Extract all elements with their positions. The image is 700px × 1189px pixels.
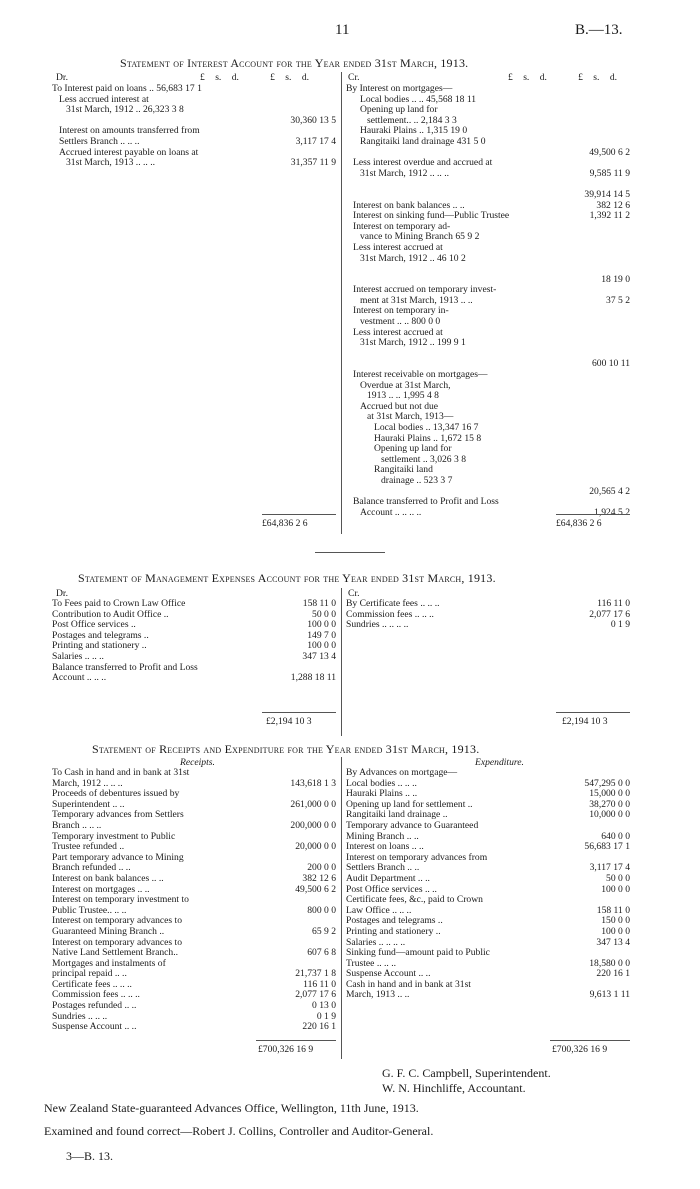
ledger-row-text: Salaries .. .. ..: [52, 650, 104, 662]
ledger-row-text: Trustee .. .. ..: [346, 957, 397, 969]
ledger-row-text: To Interest paid on loans .. 56,683 17 1: [52, 83, 202, 94]
ledger-row-text: Less interest accrued at: [353, 241, 443, 253]
ledger-row-text: Guaranteed Mining Branch ..: [52, 925, 165, 937]
interest-dr-heading: Dr.: [56, 72, 68, 83]
ledger-row-text: Opening up land for settlement ..: [346, 798, 473, 810]
ledger-row: [346, 874, 630, 885]
management-title: Statement of Management Expenses Account for the Year ended 31st March, 1913.: [78, 571, 496, 585]
interest-cr-heading: Cr.: [348, 72, 360, 83]
ledger-row-text: Hauraki Plains .. 1,672 15 8: [374, 432, 482, 444]
ledger-row-text: Commission fees .. .. ..: [346, 608, 434, 620]
ledger-row-text: Commission fees .. .. ..: [52, 989, 140, 1001]
ledger-row: [346, 990, 630, 1001]
ledger-row-amount: 261,000 0 0: [290, 798, 336, 810]
ledger-row-text: Audit Department .. ..: [346, 872, 430, 884]
ledger-row-text: Interest on sinking fund—Public Trustee: [353, 210, 510, 222]
ledger-row-text: Rangitaiki land drainage 431 5 0: [360, 135, 486, 147]
ledger-row-text: Superintendent .. ..: [52, 798, 125, 810]
ledger-row-text: Accrued interest payable on loans at: [59, 146, 199, 158]
ledger-row-text: settlement .. 3,026 3 8: [381, 453, 466, 465]
ledger-row-text: Local bodies .. .. 45,568 18 11: [360, 93, 477, 105]
interest-cr-cols: £ s. d. £ s. d.: [508, 72, 618, 83]
footer-reference: 3—B. 13.: [66, 1149, 114, 1163]
ledger-row-text: Account .. .. .. ..: [360, 506, 422, 518]
receipts-heading: Receipts.: [180, 757, 215, 768]
ledger-row-text: Less interest accrued at: [353, 326, 443, 338]
ledger-row-text: at 31st March, 1913—: [367, 411, 454, 423]
expenditure-heading: Expenditure.: [475, 757, 524, 768]
ledger-row-text: 1913 .. .. 1,995 4 8: [367, 390, 439, 402]
ledger-row-amount: 10,000 0 0: [589, 809, 630, 821]
ledger-row-amount: 20,565 4 2: [589, 485, 630, 497]
ledger-row: [346, 768, 630, 779]
ledger-row-text: Printing and stationery ..: [52, 640, 147, 652]
ledger-row-text: Public Trustee.. .. ..: [52, 904, 127, 916]
ledger-row-amount: 547,295 0 0: [584, 777, 630, 789]
ledger-row-text: Local bodies .. 13,347 16 7: [374, 422, 479, 433]
ledger-row-text: Less interest overdue and accrued at: [353, 157, 493, 169]
ledger-row-amount: 158 11 0: [302, 598, 336, 609]
ledger-row: [346, 476, 630, 487]
ledger-row-text: 31st March, 1912 .. .. ..: [360, 167, 449, 179]
management-cr-table: [346, 599, 630, 631]
ledger-row-text: Interest on temporary investment to: [52, 894, 189, 906]
ledger-row: [346, 423, 630, 434]
ledger-row: [52, 652, 336, 663]
ledger-row-text: Post Office services .. ..: [346, 883, 437, 895]
section-divider-1: [315, 552, 385, 553]
management-cr-total: £2,194 10 3: [562, 716, 608, 727]
ledger-row: [346, 137, 630, 148]
ledger-row: [52, 84, 336, 95]
ledger-row-amount: 38,270 0 0: [589, 798, 630, 810]
ledger-row-text: Suspense Account .. ..: [346, 968, 431, 980]
ledger-row-amount: 21,737 1 8: [295, 968, 336, 980]
ledger-row-amount: 150 0 0: [601, 915, 630, 927]
ledger-row-amount: 31,357 11 9: [290, 157, 336, 169]
office-line: New Zealand State-guaranteed Advances Office, Wellington, 11th June, 1913.: [44, 1101, 419, 1115]
ledger-row-text: Contribution to Audit Office ..: [52, 608, 169, 620]
ledger-row: [52, 673, 336, 684]
ledger-row-text: Account .. .. ..: [52, 672, 107, 684]
ledger-row-text: 31st March, 1912 .. 199 9 1: [360, 337, 466, 349]
management-cr-total-rule: [556, 712, 630, 713]
ledger-row-text: Temporary advances from Settlers: [52, 809, 184, 821]
ledger-row-text: By Advances on mortgage—: [346, 767, 458, 778]
ledger-row-text: 31st March, 1913 .. .. ..: [66, 157, 155, 169]
ledger-row-amount: 100 0 0: [307, 619, 336, 631]
management-dr-total: £2,194 10 3: [266, 716, 312, 727]
ledger-row-text: Hauraki Plains .. ..: [346, 788, 418, 800]
ledger-row: [346, 620, 630, 631]
ledger-row-text: Interest on temporary advances to: [52, 915, 182, 927]
ledger-row-text: Balance transferred to Profit and Loss: [52, 661, 198, 673]
management-dr-table: [52, 599, 336, 684]
interest-divider: [341, 72, 342, 534]
ledger-row: [52, 158, 336, 169]
ledger-row-text: Branch .. .. ..: [52, 819, 102, 831]
receipts-divider: [341, 757, 342, 1059]
interest-dr-cols: £ s. d. £ s. d.: [200, 72, 310, 83]
ledger-row-amount: 382 12 6: [302, 872, 336, 884]
ledger-row-amount: 15,000 0 0: [589, 788, 630, 800]
ledger-row-amount: 116 11 0: [303, 978, 336, 990]
ledger-row-amount: 0 1 9: [610, 619, 630, 631]
ledger-row-text: Law Office .. .. ..: [346, 904, 412, 916]
ledger-row-amount: 2,077 17 6: [295, 989, 336, 1001]
ledger-row-amount: 220 16 1: [596, 968, 630, 980]
ledger-row-text: Interest on bank balances .. ..: [353, 199, 465, 211]
ledger-row-text: Rangitaiki land drainage ..: [346, 809, 448, 821]
receipts-total-rule: [256, 1040, 336, 1041]
ledger-row-amount: 1,392 11 2: [589, 210, 630, 222]
ledger-row-amount: 149 7 0: [307, 629, 336, 641]
ledger-row-text: By Interest on mortgages—: [346, 83, 453, 94]
ledger-row-text: Temporary investment to Public: [52, 830, 176, 842]
ledger-row-amount: 37 5 2: [606, 294, 630, 306]
ledger-row-amount: 1,288 18 11: [290, 672, 336, 684]
ledger-row-amount: 640 0 0: [601, 830, 630, 842]
management-dr-total-rule: [262, 712, 336, 713]
ledger-row-text: Accrued but not due: [360, 400, 439, 412]
ledger-row-text: Mining Branch .. ..: [346, 830, 419, 842]
ledger-row-amount: 20,000 0 0: [295, 841, 336, 853]
ledger-row-text: Printing and stationery ..: [346, 925, 441, 937]
page-reference: B.—13.: [575, 22, 623, 38]
ledger-row-text: 31st March, 1912 .. 26,323 3 8: [66, 104, 184, 116]
receipts-table: [52, 768, 336, 1033]
ledger-row-text: Postages and telegrams ..: [346, 915, 443, 927]
ledger-row-amount: 100 0 0: [307, 640, 336, 652]
ledger-row-text: principal repaid .. ..: [52, 968, 127, 980]
ledger-row: [52, 599, 336, 610]
ledger-row-text: By Certificate fees .. .. ..: [346, 598, 440, 609]
ledger-row: [346, 169, 630, 180]
signature-accountant: W. N. Hinchliffe, Accountant.: [382, 1081, 526, 1095]
interest-dr-table: [52, 84, 336, 169]
ledger-row-text: Branch refunded .. ..: [52, 862, 131, 874]
ledger-row-amount: 600 10 11: [591, 358, 630, 370]
ledger-row-text: Opening up land for: [360, 104, 438, 116]
expenditure-total: £700,326 16 9: [552, 1044, 608, 1055]
ledger-row-amount: 143,618 1 3: [290, 777, 336, 789]
ledger-row-text: Proceeds of debentures issued by: [52, 788, 180, 800]
ledger-row: [346, 264, 630, 275]
ledger-row: [52, 821, 336, 832]
ledger-row-amount: 220 16 1: [302, 1021, 336, 1033]
ledger-row-text: To Fees paid to Crown Law Office: [52, 598, 186, 609]
ledger-row-text: Balance transferred to Profit and Loss: [353, 496, 499, 508]
ledger-row: [346, 821, 630, 832]
ledger-row-text: Salaries .. .. .. ..: [346, 936, 406, 948]
ledger-row: [346, 338, 630, 349]
ledger-row-amount: 382 12 6: [596, 199, 630, 211]
ledger-row-amount: 200 0 0: [307, 862, 336, 874]
ledger-row: [346, 599, 630, 610]
ledger-row-text: Interest receivable on mortgages—: [353, 369, 488, 381]
ledger-row-text: Sundries .. .. ..: [52, 1010, 108, 1022]
ledger-row-amount: 2,077 17 6: [589, 608, 630, 620]
ledger-row-amount: 18 19 0: [601, 273, 630, 285]
ledger-row-text: Interest accrued on temporary invest-: [353, 284, 497, 296]
interest-dr-total-rule: [262, 514, 336, 515]
ledger-row-amount: 200,000 0 0: [290, 819, 336, 831]
ledger-row-amount: 49,500 6 2: [589, 146, 630, 158]
ledger-row-text: Interest on bank balances .. ..: [52, 872, 164, 884]
ledger-row: [346, 349, 630, 360]
ledger-row-text: Settlers Branch .. ..: [346, 862, 420, 874]
ledger-row-text: Settlers Branch .. .. ..: [59, 135, 140, 147]
ledger-row-amount: 100 0 0: [601, 883, 630, 895]
ledger-row-text: Mortgages and instalments of: [52, 957, 166, 969]
ledger-row-text: vance to Mining Branch 65 9 2: [360, 231, 480, 243]
expenditure-total-rule: [550, 1040, 630, 1041]
ledger-row: [346, 190, 630, 201]
ledger-row-amount: 56,683 17 1: [584, 841, 630, 853]
ledger-row: [52, 874, 336, 885]
ledger-row-text: Interest on temporary advances from: [346, 851, 488, 863]
ledger-row: [52, 927, 336, 938]
ledger-row-amount: 800 0 0: [307, 904, 336, 916]
ledger-row: [346, 243, 630, 254]
ledger-row-text: Cash in hand and in bank at 31st: [346, 978, 471, 990]
interest-cr-total-rule: [556, 514, 630, 515]
ledger-row-text: Less accrued interest at: [59, 93, 149, 105]
ledger-row-amount: 0 1 9: [316, 1010, 336, 1022]
ledger-row-text: 31st March, 1912 .. 46 10 2: [360, 252, 466, 264]
receipts-title: Statement of Receipts and Expenditure for the Year ended 31st March, 1913.: [92, 742, 480, 756]
ledger-row-amount: 3,117 17 4: [589, 862, 630, 874]
ledger-row-text: Native Land Settlement Branch..: [52, 947, 179, 959]
ledger-row-text: ment at 31st March, 1913 .. ..: [360, 294, 473, 306]
ledger-row-amount: 347 13 4: [596, 936, 630, 948]
ledger-row-amount: 9,585 11 9: [589, 167, 630, 179]
ledger-row-text: Interest on loans .. ..: [346, 841, 424, 853]
interest-cr-total: £64,836 2 6: [556, 518, 602, 529]
ledger-row: [52, 1022, 336, 1033]
ledger-row-text: Post Office services ..: [52, 619, 136, 631]
ledger-row: [52, 137, 336, 148]
ledger-row-text: Rangitaiki land: [374, 464, 433, 476]
ledger-row: [346, 84, 630, 95]
ledger-row-amount: 18,580 0 0: [589, 957, 630, 969]
ledger-row-text: Suspense Account .. ..: [52, 1021, 137, 1033]
ledger-row-text: Interest on temporary advances to: [52, 936, 182, 948]
examined-line: Examined and found correct—Robert J. Collins, Controller and Auditor-General.: [44, 1124, 434, 1138]
ledger-row-amount: 50 0 0: [312, 608, 336, 620]
ledger-row-text: vestment .. .. 800 0 0: [360, 316, 441, 328]
receipts-total: £700,326 16 9: [258, 1044, 314, 1055]
ledger-row-text: March, 1912 .. .. ..: [52, 777, 123, 789]
ledger-row-amount: 1,924 5 2: [594, 506, 630, 518]
management-dr-heading: Dr.: [56, 588, 68, 599]
interest-cr-table: [346, 84, 630, 518]
ledger-row-text: Trustee refunded ..: [52, 841, 125, 853]
ledger-row-text: Postages and telegrams ..: [52, 629, 149, 641]
interest-dr-total: £64,836 2 6: [262, 518, 308, 529]
ledger-row: [346, 254, 630, 265]
ledger-row-text: To Cash in hand and in bank at 31st: [52, 767, 190, 778]
ledger-row-text: Sinking fund—amount paid to Public: [346, 947, 490, 959]
ledger-row-amount: 65 9 2: [312, 925, 336, 937]
management-divider: [341, 588, 342, 736]
ledger-row-text: Interest on amounts transferred from: [59, 125, 200, 137]
ledger-row-text: Certificate fees, &c., paid to Crown: [346, 894, 483, 906]
ledger-row: [52, 768, 336, 779]
ledger-row-text: Local bodies .. .. ..: [346, 777, 417, 789]
ledger-row-text: Postages refunded .. ..: [52, 1000, 137, 1012]
ledger-row-text: Hauraki Plains .. 1,315 19 0: [360, 125, 468, 137]
ledger-row-text: March, 1913 .. ..: [346, 989, 410, 1001]
ledger-row-amount: 39,914 14 5: [584, 188, 630, 200]
ledger-row-amount: 100 0 0: [601, 925, 630, 937]
ledger-row-amount: 50 0 0: [606, 872, 630, 884]
ledger-row-text: Interest on mortgages .. ..: [52, 883, 150, 895]
ledger-row-amount: 9,613 1 11: [589, 989, 630, 1001]
ledger-row-amount: 607 6 8: [307, 947, 336, 959]
ledger-row-text: settlement.. .. 2,184 3 3: [367, 114, 457, 126]
ledger-row-text: drainage .. 523 3 7: [381, 474, 453, 486]
ledger-row-amount: 158 11 0: [596, 904, 630, 916]
ledger-row-text: Certificate fees .. .. ..: [52, 978, 132, 990]
signature-superintendent: G. F. C. Campbell, Superintendent.: [382, 1066, 551, 1080]
ledger-row-amount: 347 13 4: [302, 650, 336, 662]
page-number: 11: [335, 22, 350, 38]
ledger-row-amount: 49,500 6 2: [295, 883, 336, 895]
management-cr-heading: Cr.: [348, 588, 360, 599]
ledger-row-text: Sundries .. .. .. ..: [346, 619, 409, 631]
interest-title: Statement of Interest Account for the Year ended 31st March, 1913.: [120, 56, 469, 70]
ledger-row-text: Opening up land for: [374, 443, 452, 455]
ledger-row-text: Part temporary advance to Mining: [52, 851, 184, 863]
ledger-row-text: Interest on temporary in-: [353, 305, 449, 317]
ledger-row-amount: 3,117 17 4: [295, 135, 336, 147]
ledger-row: [346, 927, 630, 938]
ledger-row-text: Interest on temporary ad-: [353, 220, 451, 232]
ledger-row-amount: 30,360 13 5: [290, 114, 336, 126]
expenditure-table: [346, 768, 630, 1001]
ledger-row-text: Temporary advance to Guaranteed: [346, 819, 479, 831]
ledger-row-text: Overdue at 31st March,: [360, 379, 451, 391]
ledger-row-amount: 0 13 0: [312, 1000, 336, 1012]
ledger-row-amount: 116 11 0: [597, 598, 630, 609]
